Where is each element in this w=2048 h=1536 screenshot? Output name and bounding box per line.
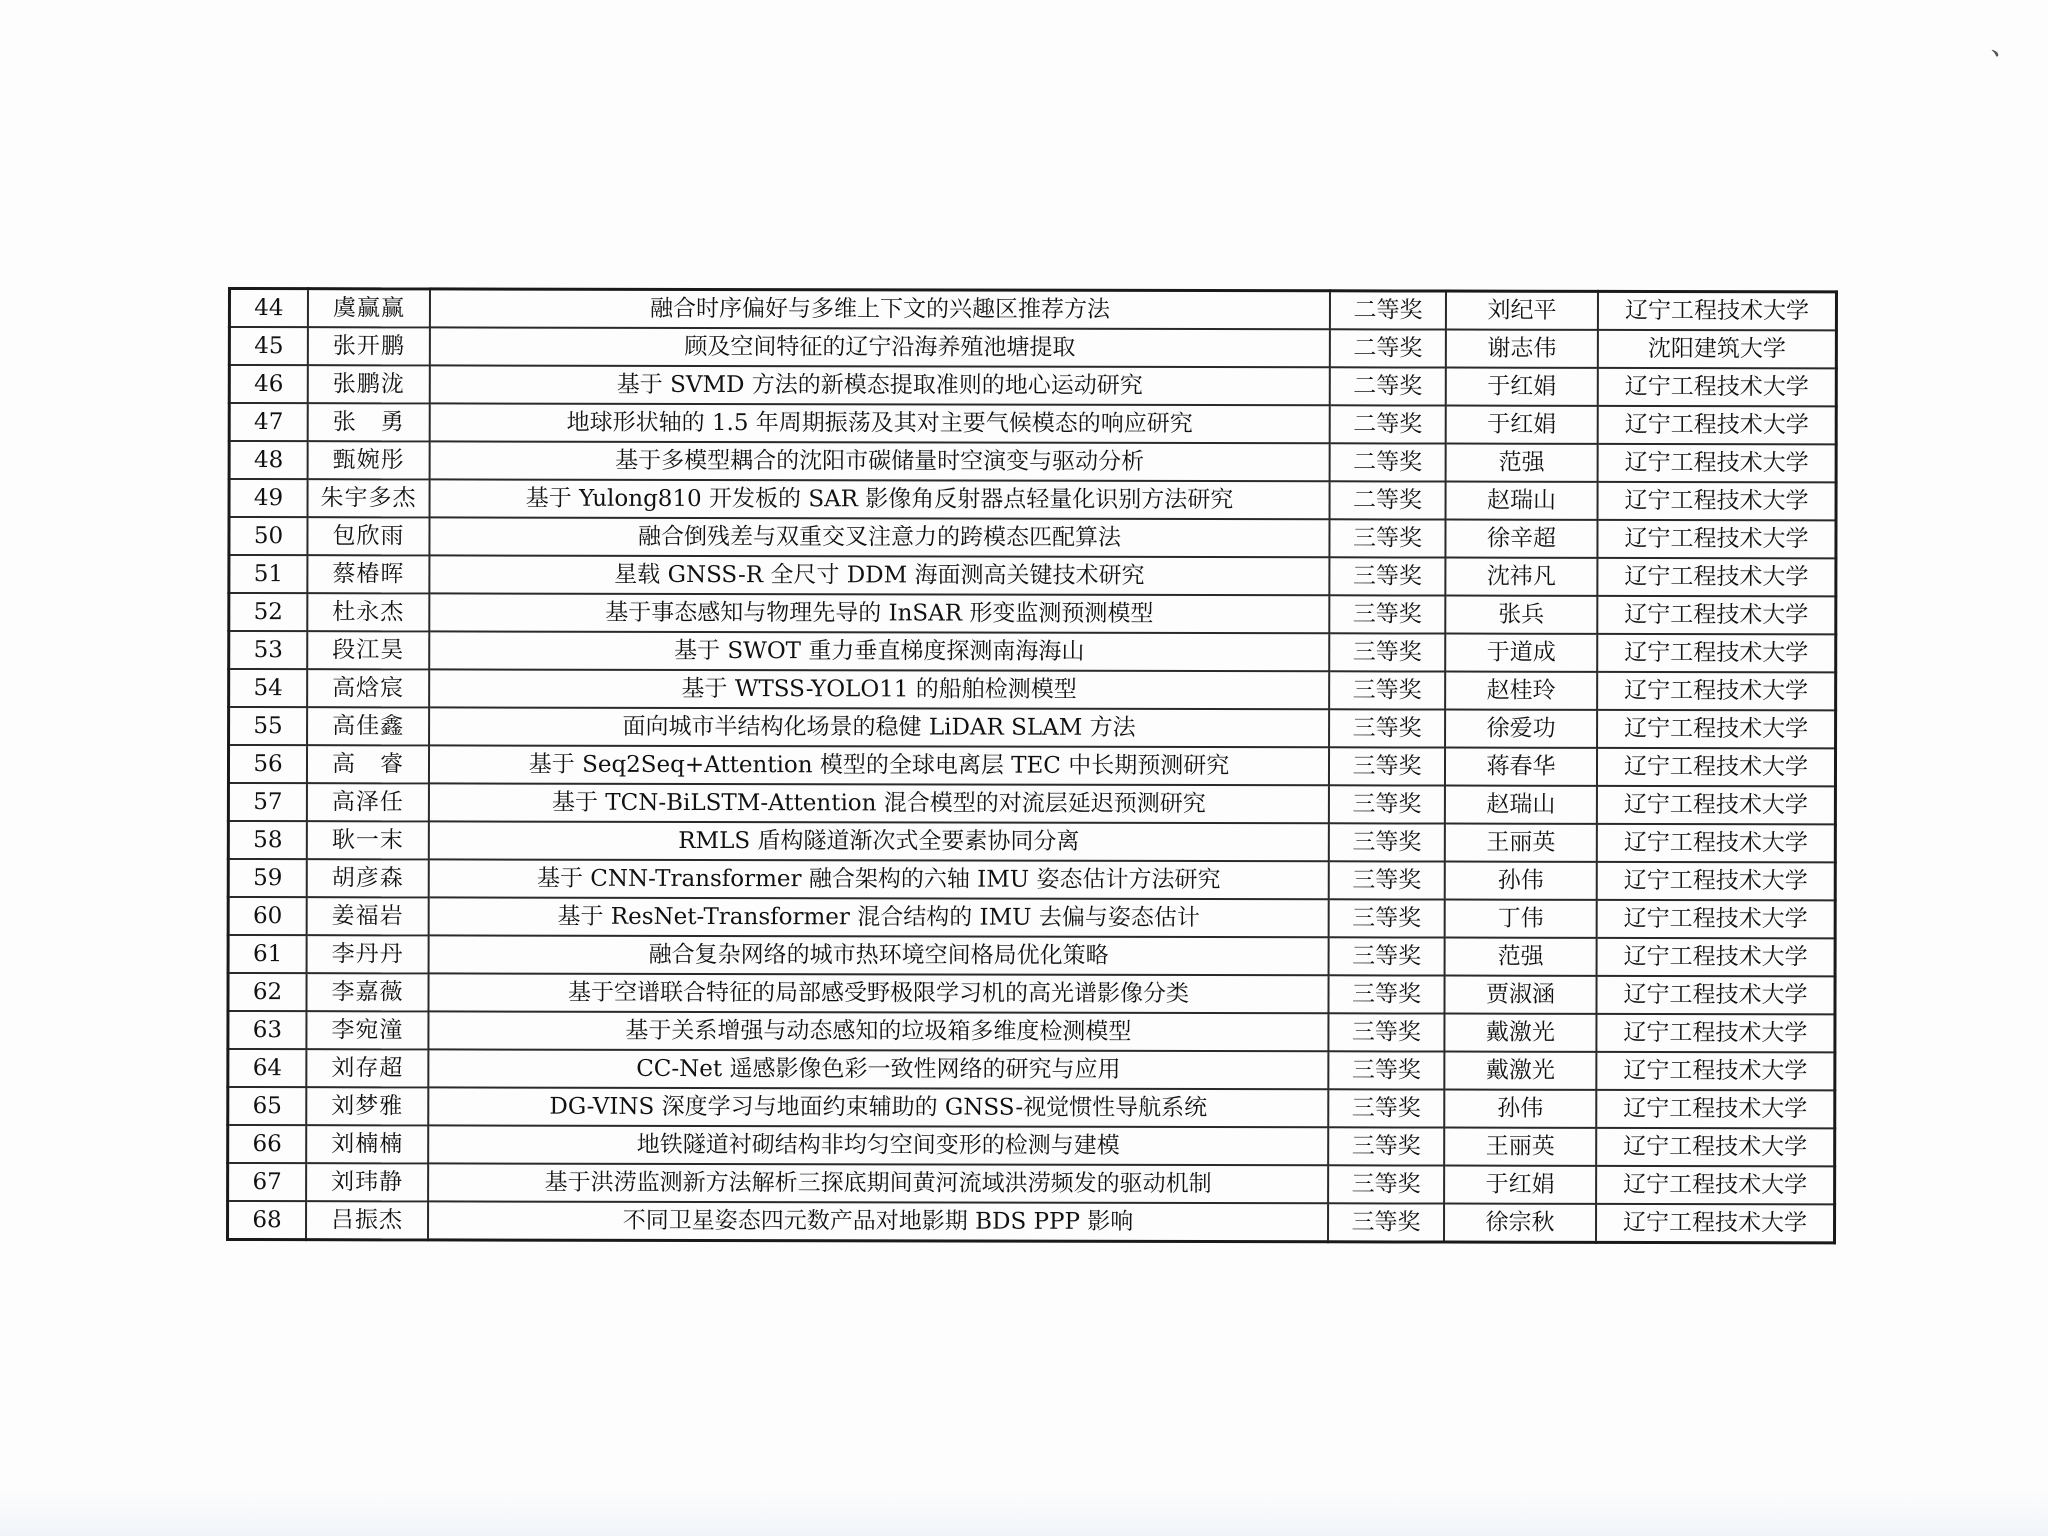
school-name: 辽宁工程技术大学	[1597, 710, 1836, 748]
table-row	[229, 707, 1836, 748]
table-row	[229, 669, 1836, 710]
award-level: 三等奖	[1329, 709, 1445, 747]
row-number: 50	[229, 517, 308, 555]
project-title: 不同卫星姿态四元数产品对地影期 BDS PPP 影响	[428, 1201, 1328, 1241]
row-number: 57	[228, 783, 307, 821]
school-name: 辽宁工程技术大学	[1598, 444, 1837, 482]
school-name: 辽宁工程技术大学	[1596, 1128, 1835, 1166]
school-name: 辽宁工程技术大学	[1596, 1204, 1835, 1243]
advisor-name: 范强	[1445, 938, 1597, 976]
project-title: CC-Net 遥感影像色彩一致性网络的研究与应用	[428, 1049, 1328, 1089]
row-number: 56	[228, 745, 307, 783]
table-row	[229, 631, 1836, 672]
award-level: 二等奖	[1330, 367, 1446, 405]
row-number: 65	[228, 1087, 307, 1125]
scan-bottom-shade	[0, 1490, 2048, 1536]
row-number: 44	[229, 289, 308, 328]
school-name: 辽宁工程技术大学	[1597, 634, 1836, 672]
project-title: 基于 TCN-BiLSTM-Attention 混合模型的对流层延迟预测研究	[429, 783, 1329, 823]
table-row	[228, 1049, 1835, 1090]
award-level: 三等奖	[1328, 1165, 1444, 1203]
advisor-name: 徐爱功	[1445, 710, 1597, 748]
table-row	[229, 555, 1836, 596]
table-row	[228, 783, 1835, 824]
school-name: 辽宁工程技术大学	[1597, 672, 1836, 710]
student-name: 虞赢赢	[308, 289, 430, 328]
project-title: 融合时序偏好与多维上下文的兴趣区推荐方法	[430, 289, 1330, 329]
school-name: 沈阳建筑大学	[1598, 330, 1837, 368]
student-name: 张鹏泷	[308, 365, 430, 403]
school-name: 辽宁工程技术大学	[1596, 1014, 1835, 1052]
student-name: 吕振杰	[306, 1201, 428, 1240]
row-number: 48	[229, 441, 308, 479]
project-title: 基于 CNN-Transformer 融合架构的六轴 IMU 姿态估计方法研究	[429, 859, 1329, 899]
advisor-name: 徐宗秋	[1444, 1204, 1596, 1243]
award-level: 三等奖	[1329, 519, 1445, 557]
project-title: 基于 SVMD 方法的新模态提取准则的地心运动研究	[430, 365, 1330, 405]
school-name: 辽宁工程技术大学	[1598, 291, 1837, 330]
award-level: 三等奖	[1328, 1203, 1444, 1242]
project-title: 地铁隧道衬砌结构非均匀空间变形的检测与建模	[428, 1125, 1328, 1165]
award-level: 三等奖	[1329, 823, 1445, 861]
student-name: 刘玮静	[306, 1163, 428, 1201]
school-name: 辽宁工程技术大学	[1598, 406, 1837, 444]
school-name: 辽宁工程技术大学	[1597, 558, 1836, 596]
award-level: 三等奖	[1329, 937, 1445, 975]
student-name: 姜福岩	[307, 897, 429, 935]
student-name: 杜永杰	[307, 593, 429, 631]
award-level: 三等奖	[1329, 861, 1445, 899]
row-number: 60	[228, 897, 307, 935]
table-row	[228, 935, 1835, 976]
project-title: 地球形状轴的 1.5 年周期振荡及其对主要气候模态的响应研究	[430, 403, 1330, 443]
row-number: 55	[229, 707, 308, 745]
advisor-name: 戴激光	[1444, 1052, 1596, 1090]
school-name: 辽宁工程技术大学	[1597, 748, 1836, 786]
row-number: 68	[228, 1201, 307, 1240]
advisor-name: 孙伟	[1444, 1090, 1596, 1128]
project-title: 基于关系增强与动态感知的垃圾箱多维度检测模型	[428, 1011, 1328, 1051]
school-name: 辽宁工程技术大学	[1597, 862, 1836, 900]
project-title: 基于 Yulong810 开发板的 SAR 影像角反射器点轻量化识别方法研究	[430, 479, 1330, 519]
advisor-name: 贾淑涵	[1444, 976, 1596, 1014]
student-name: 蔡椿晖	[307, 555, 429, 593]
award-level: 二等奖	[1330, 329, 1446, 367]
school-name: 辽宁工程技术大学	[1597, 938, 1836, 976]
project-title: 星载 GNSS-R 全尺寸 DDM 海面测高关键技术研究	[429, 555, 1329, 595]
advisor-name: 蒋春华	[1445, 748, 1597, 786]
award-level: 三等奖	[1329, 633, 1445, 671]
project-title: 融合倒残差与双重交叉注意力的跨模态匹配算法	[429, 517, 1329, 557]
project-title: 基于多模型耦合的沈阳市碳储量时空演变与驱动分析	[430, 441, 1330, 481]
student-name: 胡彦森	[307, 859, 429, 897]
advisor-name: 丁伟	[1445, 900, 1597, 938]
row-number: 47	[229, 403, 308, 441]
award-level: 二等奖	[1330, 291, 1446, 330]
advisor-name: 范强	[1446, 444, 1598, 482]
table-row	[228, 1201, 1835, 1243]
student-name: 李宛潼	[306, 1011, 428, 1049]
advisor-name: 于红娟	[1446, 368, 1598, 406]
row-number: 49	[229, 479, 308, 517]
student-name: 李嘉薇	[306, 973, 428, 1011]
award-list-table	[226, 287, 1838, 1244]
student-name: 段江昊	[307, 631, 429, 669]
advisor-name: 刘纪平	[1446, 291, 1598, 330]
table-row	[229, 365, 1836, 406]
student-name: 高泽任	[307, 783, 429, 821]
row-number: 58	[228, 821, 307, 859]
table-row	[229, 403, 1836, 444]
row-number: 64	[228, 1049, 307, 1087]
school-name: 辽宁工程技术大学	[1597, 824, 1836, 862]
project-title: 融合复杂网络的城市热环境空间格局优化策略	[429, 935, 1329, 975]
table-row	[228, 973, 1835, 1014]
advisor-name: 赵瑞山	[1445, 786, 1597, 824]
project-title: RMLS 盾构隧道渐次式全要素协同分离	[429, 821, 1329, 861]
advisor-name: 徐辛超	[1445, 520, 1597, 558]
advisor-name: 孙伟	[1445, 862, 1597, 900]
award-level: 二等奖	[1330, 443, 1446, 481]
project-title: 基于 SWOT 重力垂直梯度探测南海海山	[429, 631, 1329, 671]
student-name: 刘存超	[306, 1049, 428, 1087]
table-row	[228, 1125, 1835, 1166]
table-row	[228, 859, 1835, 900]
advisor-name: 赵瑞山	[1446, 482, 1598, 520]
school-name: 辽宁工程技术大学	[1598, 482, 1837, 520]
table-row	[228, 745, 1835, 786]
school-name: 辽宁工程技术大学	[1597, 786, 1836, 824]
student-name: 张 勇	[308, 403, 430, 441]
table-row	[228, 897, 1835, 938]
table-row	[229, 479, 1836, 520]
award-level: 三等奖	[1329, 899, 1445, 937]
advisor-name: 张兵	[1445, 596, 1597, 634]
advisor-name: 王丽英	[1444, 1128, 1596, 1166]
award-level: 三等奖	[1329, 671, 1445, 709]
row-number: 46	[229, 365, 308, 403]
row-number: 67	[228, 1163, 307, 1201]
row-number: 52	[229, 593, 308, 631]
project-title: 基于空谱联合特征的局部感受野极限学习机的高光谱影像分类	[428, 973, 1328, 1013]
row-number: 45	[229, 327, 308, 365]
project-title: 基于事态感知与物理先导的 InSAR 形变监测预测模型	[429, 593, 1329, 633]
school-name: 辽宁工程技术大学	[1596, 1090, 1835, 1128]
award-level: 三等奖	[1329, 747, 1445, 785]
student-name: 高焓宸	[307, 669, 429, 707]
advisor-name: 谢志伟	[1446, 330, 1598, 368]
award-level: 三等奖	[1328, 975, 1444, 1013]
row-number: 66	[228, 1125, 307, 1163]
table-row	[229, 517, 1836, 558]
advisor-name: 戴激光	[1444, 1014, 1596, 1052]
student-name: 朱宇多杰	[308, 479, 430, 517]
row-number: 59	[228, 859, 307, 897]
school-name: 辽宁工程技术大学	[1596, 976, 1835, 1014]
row-number: 63	[228, 1011, 307, 1049]
student-name: 耿一末	[307, 821, 429, 859]
row-number: 53	[229, 631, 308, 669]
school-name: 辽宁工程技术大学	[1598, 368, 1837, 406]
student-name: 刘梦雅	[306, 1087, 428, 1125]
student-name: 刘楠楠	[306, 1125, 428, 1163]
student-name: 张开鹏	[308, 327, 430, 365]
row-number: 62	[228, 973, 307, 1011]
project-title: 基于洪涝监测新方法解析三探底期间黄河流域洪涝频发的驱动机制	[428, 1163, 1328, 1203]
scan-speck-mark: ﹅	[1990, 49, 2000, 60]
table-row	[229, 327, 1836, 368]
award-level: 三等奖	[1328, 1051, 1444, 1089]
project-title: DG-VINS 深度学习与地面约束辅助的 GNSS-视觉惯性导航系统	[428, 1087, 1328, 1127]
table-row	[228, 1163, 1835, 1204]
table-row	[228, 821, 1835, 862]
award-level: 三等奖	[1328, 1013, 1444, 1051]
school-name: 辽宁工程技术大学	[1597, 900, 1836, 938]
table-row	[229, 289, 1836, 331]
advisor-name: 于红娟	[1446, 406, 1598, 444]
school-name: 辽宁工程技术大学	[1596, 1052, 1835, 1090]
award-level: 二等奖	[1330, 405, 1446, 443]
school-name: 辽宁工程技术大学	[1597, 520, 1836, 558]
row-number: 51	[229, 555, 308, 593]
student-name: 高佳鑫	[307, 707, 429, 745]
student-name: 甄婉彤	[308, 441, 430, 479]
row-number: 61	[228, 935, 307, 973]
award-level: 三等奖	[1328, 1089, 1444, 1127]
award-level: 三等奖	[1329, 595, 1445, 633]
student-name: 李丹丹	[307, 935, 429, 973]
award-level: 三等奖	[1329, 557, 1445, 595]
student-name: 高 睿	[307, 745, 429, 783]
advisor-name: 沈祎凡	[1445, 558, 1597, 596]
award-level: 三等奖	[1328, 1127, 1444, 1165]
table-row	[229, 593, 1836, 634]
table-row	[229, 441, 1836, 482]
school-name: 辽宁工程技术大学	[1597, 596, 1836, 634]
project-title: 顾及空间特征的辽宁沿海养殖池塘提取	[430, 327, 1330, 367]
school-name: 辽宁工程技术大学	[1596, 1166, 1835, 1204]
row-number: 54	[229, 669, 308, 707]
project-title: 基于 WTSS-YOLO11 的船舶检测模型	[429, 669, 1329, 709]
advisor-name: 于红娟	[1444, 1166, 1596, 1204]
advisor-name: 赵桂玲	[1445, 672, 1597, 710]
advisor-name: 于道成	[1445, 634, 1597, 672]
project-title: 面向城市半结构化场景的稳健 LiDAR SLAM 方法	[429, 707, 1329, 747]
advisor-name: 王丽英	[1445, 824, 1597, 862]
project-title: 基于 Seq2Seq+Attention 模型的全球电离层 TEC 中长期预测研究	[429, 745, 1329, 785]
project-title: 基于 ResNet-Transformer 混合结构的 IMU 去偏与姿态估计	[429, 897, 1329, 937]
table-row	[228, 1087, 1835, 1128]
award-level: 三等奖	[1329, 785, 1445, 823]
table-row	[228, 1011, 1835, 1052]
award-table-body	[228, 289, 1837, 1243]
award-level: 二等奖	[1330, 481, 1446, 519]
student-name: 包欣雨	[307, 517, 429, 555]
